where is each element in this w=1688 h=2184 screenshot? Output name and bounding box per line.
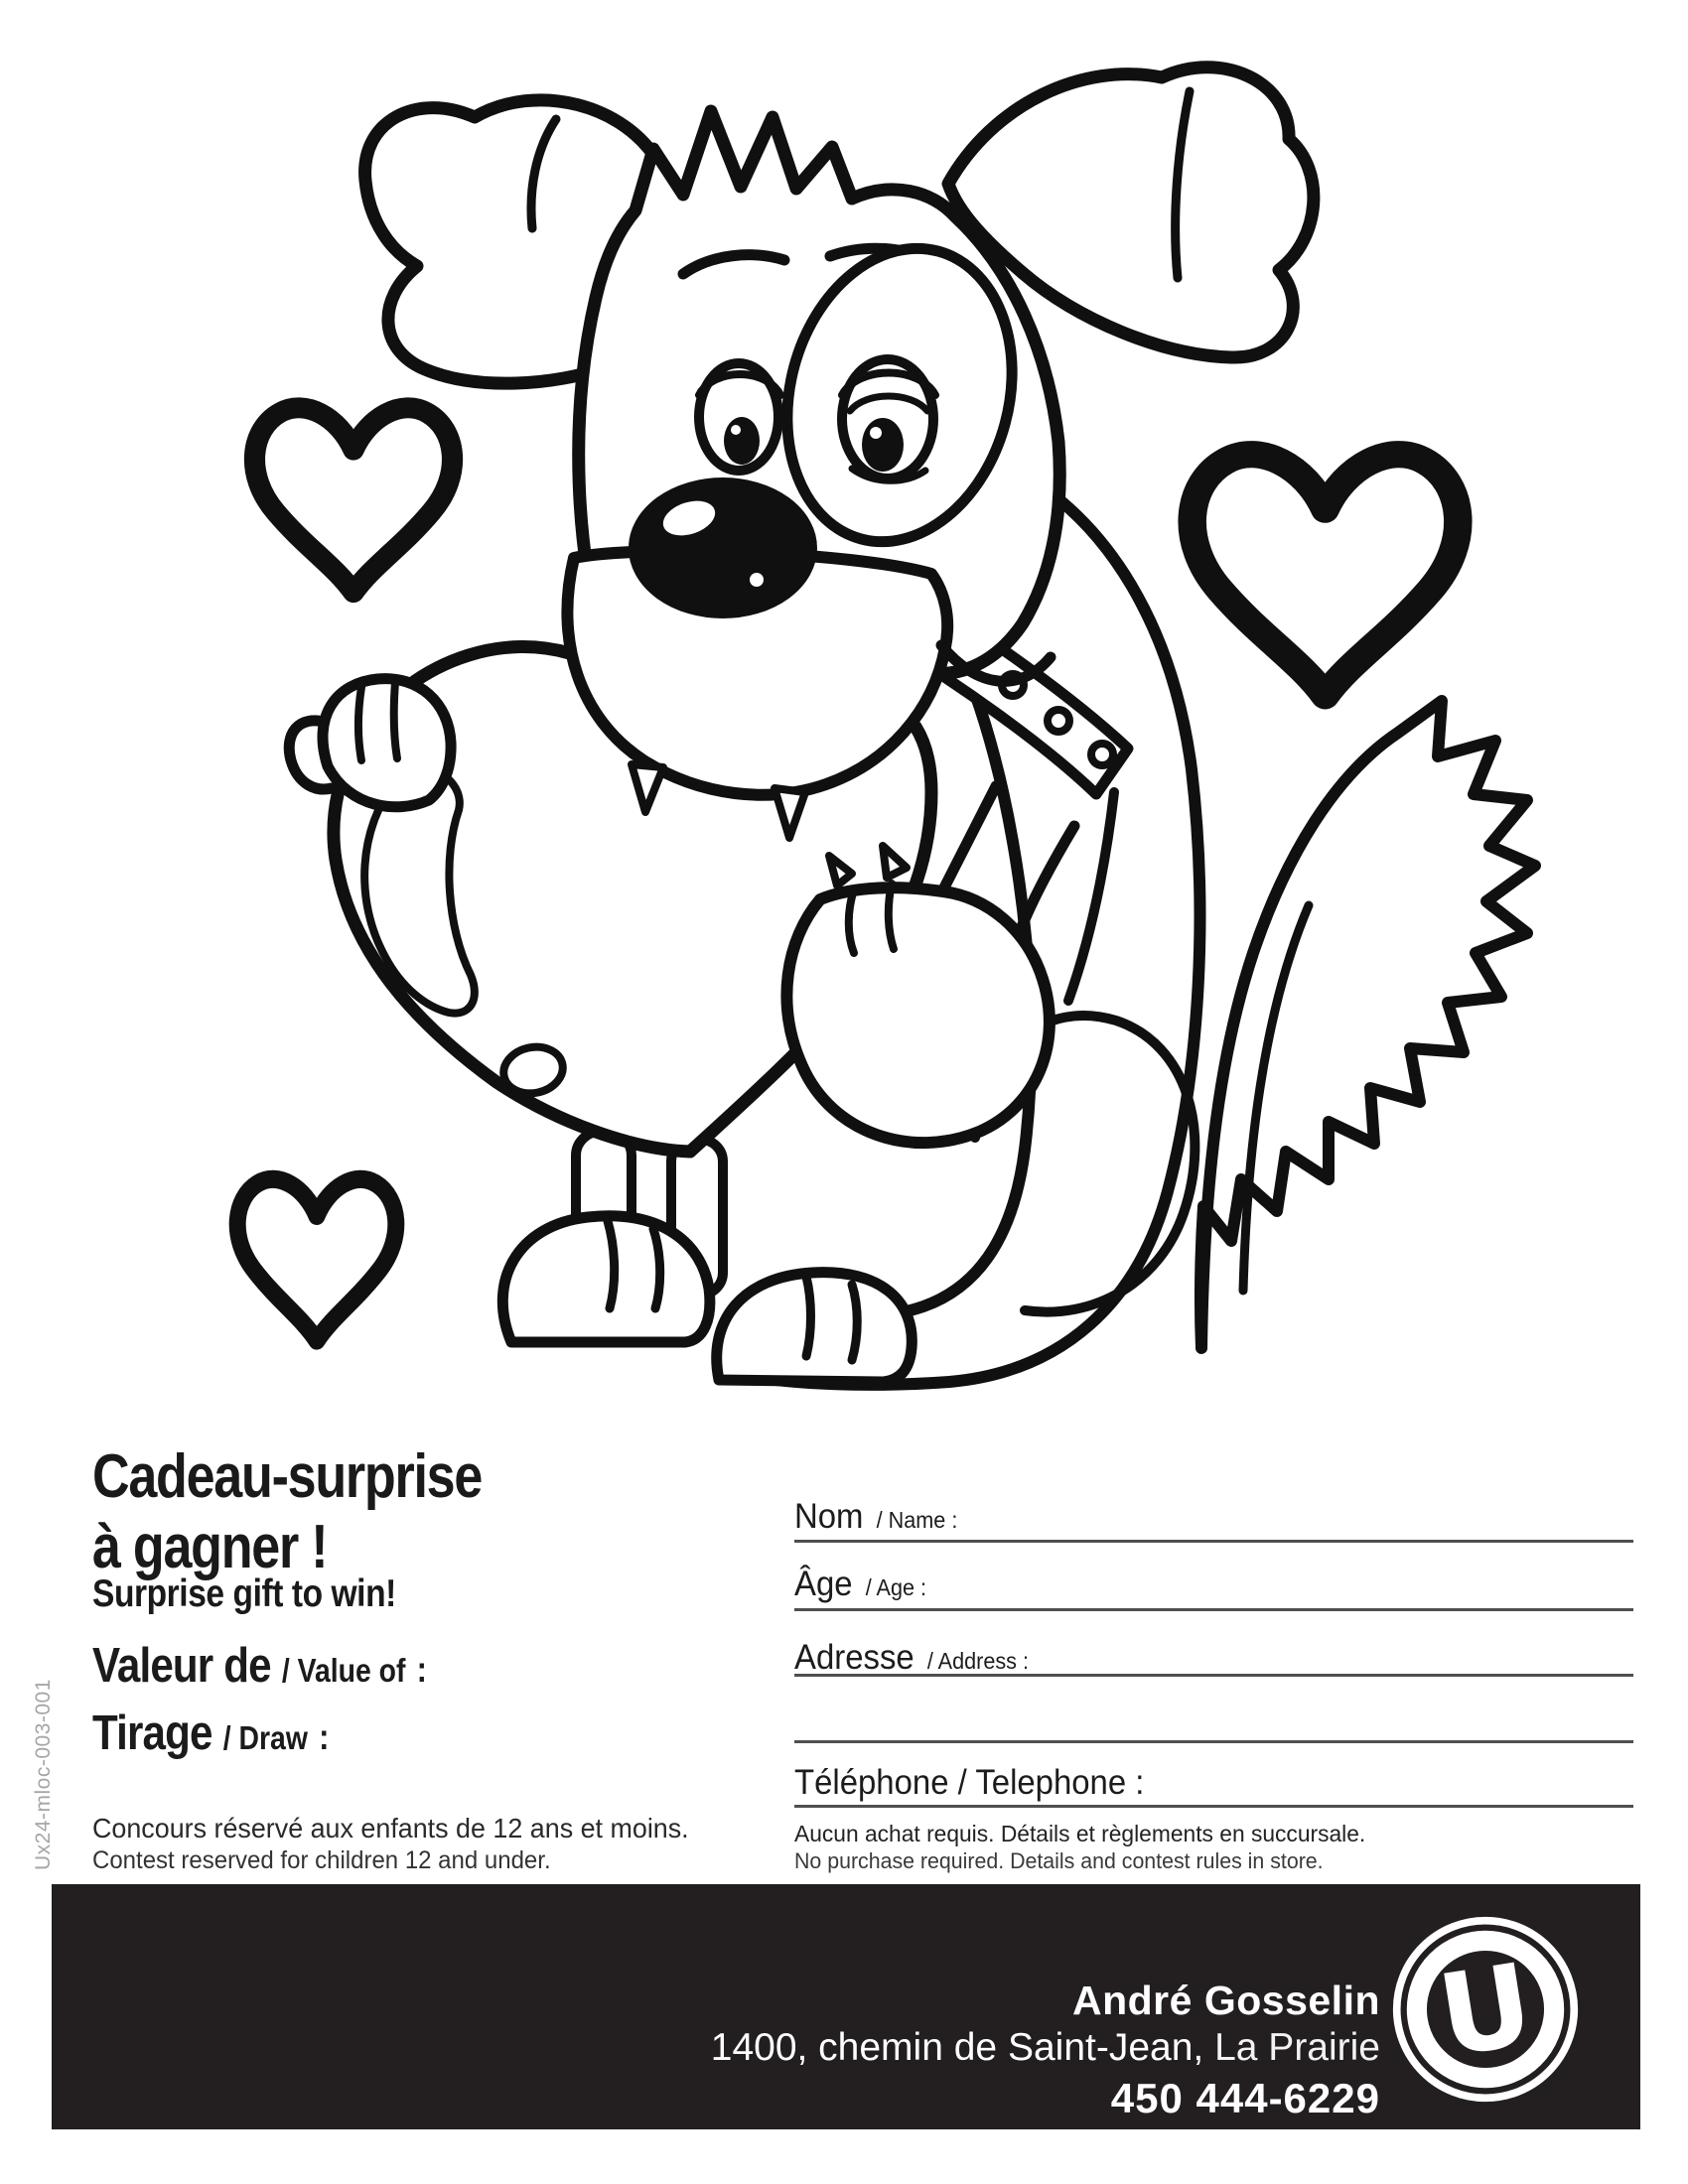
age-field-label: Âge / Age : (794, 1565, 927, 1603)
draw-label-fr: Tirage (92, 1706, 212, 1760)
value-row (92, 1638, 427, 1694)
dog-tail (1200, 701, 1535, 1348)
draw-label-en: / Draw (222, 1719, 308, 1756)
disclaimer-fr: Aucun achat requis. Détails et règlements en succursale. (794, 1821, 1366, 1846)
age-input-line[interactable] (794, 1608, 1633, 1611)
value-colon: : (416, 1649, 427, 1690)
draw-colon: : (319, 1716, 330, 1757)
dog-left-paw (289, 679, 451, 807)
promo-subtitle: Surprise gift to win! (92, 1572, 396, 1615)
heart-icon (254, 408, 452, 593)
promo-title (92, 1441, 482, 1582)
svg-text:U: U (1430, 1938, 1541, 2083)
draw-row (92, 1706, 329, 1761)
job-code: Ux24-mloc-003-001 (32, 1679, 55, 1870)
eligibility-en: Contest reserved for children 12 and under. (92, 1846, 551, 1874)
eligibility-fr: Concours réservé aux enfants de 12 ans et moins. (92, 1813, 689, 1843)
disclaimer-en: No purchase required. Details and contest rules in store. (794, 1848, 1324, 1873)
phone-field-label: Téléphone / Telephone : (794, 1763, 1145, 1802)
heart-icon (237, 1179, 396, 1341)
value-label-fr: Valeur de (92, 1639, 271, 1693)
dog-illustration (289, 68, 1535, 1385)
uniprix-logo-icon (1390, 1914, 1581, 2105)
value-label-en: / Value of (281, 1652, 406, 1689)
store-owner: André Gosselin (1071, 1978, 1380, 2023)
promo-title-line1: Cadeau-surprise (92, 1442, 483, 1511)
name-input-line[interactable] (794, 1540, 1633, 1543)
address-input-line-2[interactable] (794, 1740, 1633, 1743)
address-field-label: Adresse / Address : (794, 1638, 1030, 1677)
address-input-line[interactable] (794, 1674, 1633, 1677)
name-field-label: Nom / Name : (794, 1497, 958, 1536)
footer-bar (52, 1884, 1640, 2129)
heart-icon (1193, 455, 1459, 696)
store-address: 1400, chemin de Saint-Jean, La Prairie (710, 2026, 1380, 2069)
dog-nose (633, 482, 812, 614)
phone-input-line[interactable] (794, 1805, 1633, 1808)
store-phone: 450 444-6229 (1110, 2075, 1380, 2121)
promo-title-line2: à gagner ! (92, 1513, 328, 1581)
store-city: La Prairie (1203, 2026, 1380, 2069)
